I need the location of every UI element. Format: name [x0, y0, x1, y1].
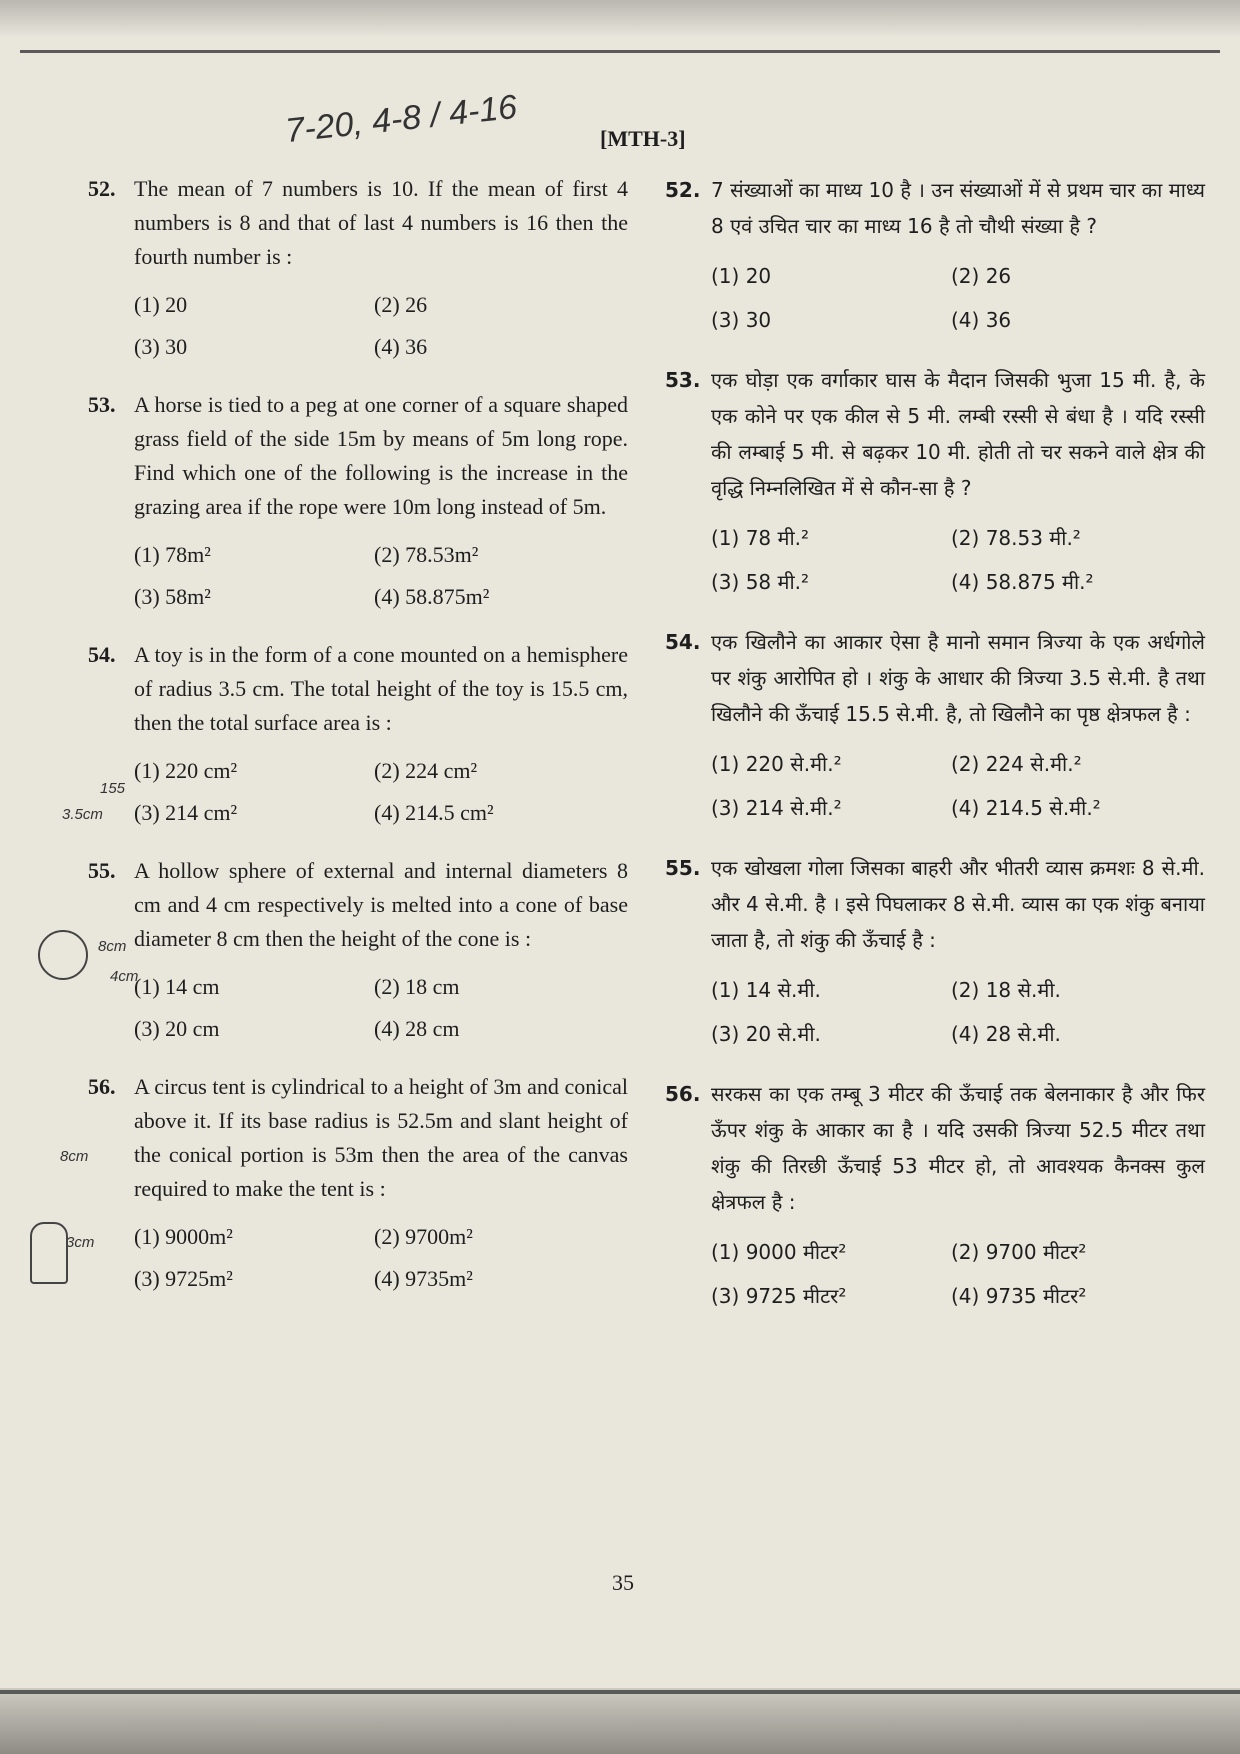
page-header-code: [MTH-3] — [600, 126, 686, 151]
handwritten-note: 7-20, 4-8 / 4-16 — [283, 87, 519, 151]
option-3: (3) 58 मी.² — [711, 570, 810, 594]
option-1: (1) 20 — [711, 264, 772, 288]
option-3: (3) 20 से.मी. — [711, 1022, 821, 1046]
option-1: (1) 20 — [134, 292, 188, 317]
question-number: 53. — [665, 368, 701, 392]
option-1: (1) 14 से.मी. — [711, 978, 821, 1002]
option-4: (4) 36 — [374, 334, 428, 359]
option-1: (1) 78 मी.² — [711, 526, 810, 550]
margin-note-5: 8cm — [60, 1148, 89, 1165]
option-2: (2) 78.53 मी.² — [951, 526, 1081, 550]
option-2: (2) 78.53m² — [374, 542, 479, 567]
question-number: 56. — [665, 1082, 701, 1106]
question-55-hi — [665, 850, 1205, 1052]
question-number: 54. — [665, 630, 701, 654]
margin-note-2: 3.5cm — [62, 806, 103, 823]
question-53-en — [88, 388, 628, 614]
option-3: (3) 58m² — [134, 584, 211, 609]
question-text: A circus tent is cylindrical to a height of 3m and conical above it. If its base radius is 52.5m and slant height of the conical portion is 53m then the area of the canvas required to make the tent is : — [134, 1074, 628, 1201]
question-55-en — [88, 854, 628, 1046]
question-text: The mean of 7 numbers is 10. If the mean of first 4 numbers is 8 and that of last 4 numbers is 16 then the fourth number is : — [134, 176, 628, 269]
option-4: (4) 58.875 मी.² — [951, 570, 1094, 594]
option-4: (4) 214.5 से.मी.² — [951, 796, 1101, 820]
question-52-hi — [665, 172, 1205, 338]
option-2: (2) 224 से.मी.² — [951, 752, 1082, 776]
header-rule — [20, 50, 1220, 53]
question-text: एक खोखला गोला जिसका बाहरी और भीतरी व्यास क्रमशः 8 से.मी. और 4 से.मी. है । इसे पिघलाकर 8 से.मी. व्यास का एक शंकु बनाया जाता है, तो शंकु की ऊँचाई है : — [711, 856, 1205, 952]
question-56-en — [88, 1070, 628, 1296]
question-number: 55. — [88, 858, 116, 883]
english-column — [88, 172, 628, 1320]
option-3: (3) 214 cm² — [134, 800, 238, 825]
margin-note-4: 4cm — [110, 968, 139, 985]
option-1: (1) 14 cm — [134, 974, 220, 999]
question-number: 54. — [88, 642, 116, 667]
margin-note-1: 155 — [100, 780, 126, 797]
option-3: (3) 9725 मीटर² — [711, 1284, 847, 1308]
option-2: (2) 9700m² — [374, 1224, 473, 1249]
option-3: (3) 214 से.मी.² — [711, 796, 842, 820]
question-53-hi — [665, 362, 1205, 600]
option-2: (2) 26 — [374, 292, 428, 317]
option-3: (3) 9725m² — [134, 1266, 233, 1291]
option-1: (1) 220 cm² — [134, 758, 238, 783]
question-54-hi — [665, 624, 1205, 826]
question-56-hi — [665, 1076, 1205, 1314]
option-4: (4) 9735m² — [374, 1266, 473, 1291]
option-4: (4) 36 — [951, 308, 1012, 332]
option-1: (1) 9000 मीटर² — [711, 1240, 847, 1264]
margin-note-3: 8cm — [98, 938, 127, 955]
question-text: एक घोड़ा एक वर्गाकार घास के मैदान जिसकी भुजा 15 मी. है, के एक कोने पर एक कील से 5 मी. लम्बी रस्सी से बंधा है । यदि रस्सी की लम्बाई 5 मी. से बढ़कर 10 मी. होती तो चर सकने वाले क्षेत्र की वृद्धि निम्नलिखित में से कौन-सा है ? — [711, 368, 1205, 500]
scan-bottom-shadow — [0, 1688, 1240, 1754]
option-1: (1) 78m² — [134, 542, 211, 567]
option-4: (4) 9735 मीटर² — [951, 1284, 1087, 1308]
question-54-en — [88, 638, 628, 830]
option-2: (2) 18 से.मी. — [951, 978, 1061, 1002]
cylinder-sketch-icon — [30, 1222, 68, 1284]
question-text: 7 संख्याओं का माध्य 10 है । उन संख्याओं में से प्रथम चार का माध्य 8 एवं उचित चार का माध्य 16 है तो चौथी संख्या है ? — [711, 178, 1205, 238]
question-text: सरकस का एक तम्बू 3 मीटर की ऊँचाई तक बेलनाकार है और फिर ऊँपर शंकु के आकार का है । यदि उसकी त्रिज्या 52.5 मीटर तथा शंकु की तिरछी ऊँचाई 53 मीटर हो, तो आवश्यक कैनक्स कुल क्षेत्रफल है : — [711, 1082, 1205, 1214]
option-3: (3) 20 cm — [134, 1016, 220, 1041]
question-number: 52. — [88, 176, 116, 201]
question-text: A toy is in the form of a cone mounted on a hemisphere of radius 3.5 cm. The total height of the toy is 15.5 cm, then the total surface area is : — [134, 642, 628, 735]
option-3: (3) 30 — [134, 334, 188, 359]
option-4: (4) 28 cm — [374, 1016, 460, 1041]
question-number: 52. — [665, 178, 701, 202]
question-number: 56. — [88, 1074, 116, 1099]
question-text: A hollow sphere of external and internal diameters 8 cm and 4 cm respectively is melted into a cone of base diameter 8 cm then the height of the cone is : — [134, 858, 628, 951]
question-number: 55. — [665, 856, 701, 880]
margin-note-6: 3cm — [66, 1234, 95, 1251]
page-number: 35 — [612, 1570, 634, 1595]
option-1: (1) 220 से.मी.² — [711, 752, 842, 776]
question-text: A horse is tied to a peg at one corner of a square shaped grass field of the side 15m by means of 5m long rope. Find which one of the following is the increase in the grazing area if the rope were 10m long instead of 5m. — [134, 392, 628, 519]
scan-top-shadow — [0, 0, 1240, 38]
option-2: (2) 26 — [951, 264, 1012, 288]
option-4: (4) 28 से.मी. — [951, 1022, 1061, 1046]
question-52-en — [88, 172, 628, 364]
question-number: 53. — [88, 392, 116, 417]
question-text: एक खिलौने का आकार ऐसा है मानो समान त्रिज्या के एक अर्धगोले पर शंकु आरोपित हो । शंकु के आधार की त्रिज्या 3.5 से.मी. है तथा खिलौने की ऊँचाई 15.5 से.मी. है, तो खिलौने का पृष्ठ क्षेत्रफल है : — [711, 630, 1205, 726]
option-3: (3) 30 — [711, 308, 772, 332]
footer-rule — [0, 1690, 1240, 1694]
sphere-sketch-icon — [38, 930, 88, 980]
option-1: (1) 9000m² — [134, 1224, 233, 1249]
hindi-column — [665, 172, 1205, 1338]
option-2: (2) 224 cm² — [374, 758, 478, 783]
option-4: (4) 214.5 cm² — [374, 800, 494, 825]
option-2: (2) 18 cm — [374, 974, 460, 999]
option-4: (4) 58.875m² — [374, 584, 490, 609]
option-2: (2) 9700 मीटर² — [951, 1240, 1087, 1264]
